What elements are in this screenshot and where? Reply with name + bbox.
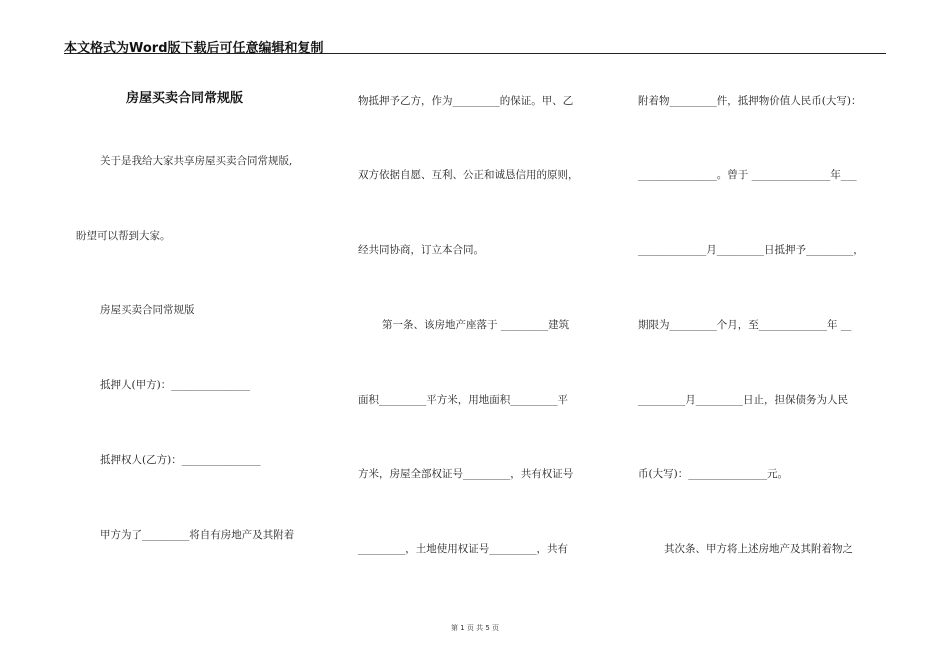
paragraph-line: _________月_________日止，担保债务为人民 <box>638 394 848 406</box>
column-2 <box>330 0 620 672</box>
paragraph-line: 方米，房屋全部权证号_________，共有权证号 <box>358 468 574 480</box>
paragraph-line: _____________月_________日抵押予_________， <box>638 244 864 256</box>
paragraph-line: _______________。曾于 _______________年___ <box>638 169 857 181</box>
paragraph-line: 期限为_________个月，至_____________年 __ <box>638 319 852 331</box>
paragraph-line: 附着物_________件，抵押物价值人民币(大写)： <box>638 95 862 107</box>
paragraph-line: 面积_________平方米，用地面积_________平 <box>358 394 568 406</box>
document-banner: 本文格式为Word版下载后可任意编辑和复制 <box>64 41 324 56</box>
paragraph-line: 甲方为了_________将自有房地产及其附着 <box>100 529 295 541</box>
paragraph-line: 双方依据自愿、互利、公正和诚恳信用的原则， <box>358 169 579 181</box>
paragraph-line: 物抵押予乙方，作为_________的保证。甲、乙 <box>358 95 574 107</box>
paragraph-line: 盼望可以帮到大家。 <box>76 230 171 242</box>
paragraph-line: 其次条、甲方将上述房地产及其附着物之 <box>664 543 853 555</box>
mortgagor-field: 抵押人(甲方)：_______________ <box>100 379 250 391</box>
paragraph-line: 经共同协商，订立本合同。 <box>358 244 484 256</box>
paragraph-line: 关于是我给大家共享房屋买卖合同常规版, <box>100 155 293 167</box>
mortgagee-field: 抵押权人(乙方)：_______________ <box>100 454 261 466</box>
page-number: 第 1 页 共 5 页 <box>450 624 500 632</box>
paragraph-line: 第一条、该房地产座落于 _________建筑 <box>382 319 570 331</box>
paragraph-line: 币(大写)：_______________元。 <box>638 468 788 480</box>
paragraph-line: 房屋买卖合同常规版 <box>100 304 195 316</box>
column-1 <box>0 0 330 672</box>
column-3 <box>620 0 900 672</box>
document-title: 房屋买卖合同常规版 <box>126 91 244 106</box>
paragraph-line: _________，土地使用权证号_________，共有 <box>358 543 568 555</box>
